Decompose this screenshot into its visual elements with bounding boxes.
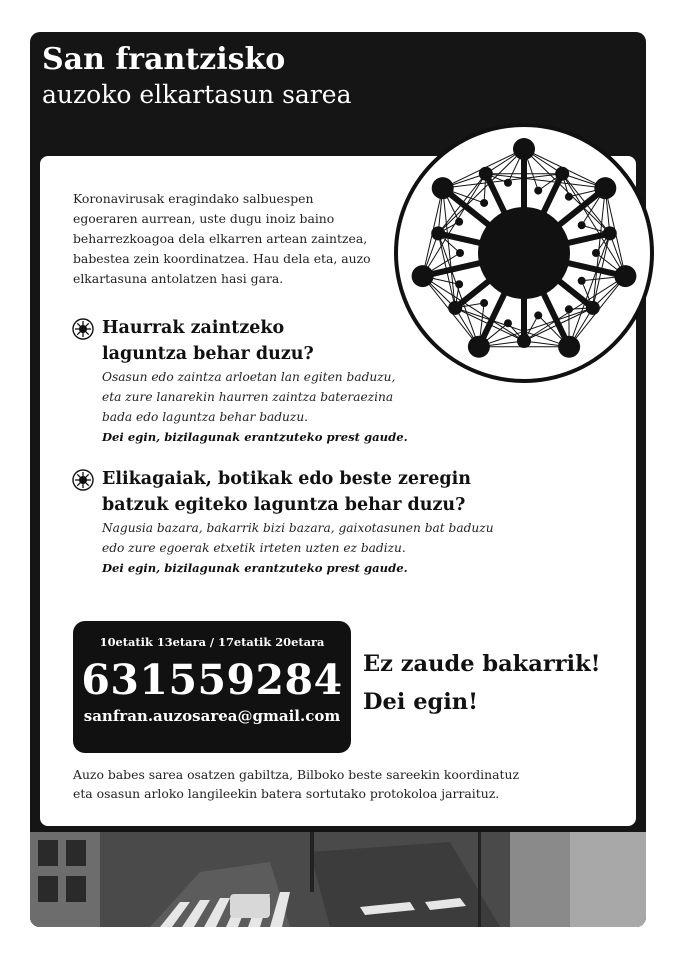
section-body-line: Osasun edo zaintza arloetan lan egiten baduzu, — [102, 370, 396, 384]
section-body-line: edo zure egoerak etxetik irteten uzten ez badizu. — [102, 541, 406, 555]
page-subtitle: auzoko elkartasun sarea — [42, 80, 352, 109]
virus-bullet-icon — [72, 469, 94, 491]
header — [42, 42, 352, 112]
section-title-line: Elikagaiak, botikak edo beste zeregin — [102, 469, 471, 489]
email-address[interactable]: sanfran.auzosarea@gmail.com — [83, 707, 341, 725]
section-call-to-action: Dei egin, bizilagunak erantzuteko prest gaude. — [102, 430, 408, 444]
footer-line: eta osasun arloko langileekin batera sortutako protokoloa jarraituz. — [73, 786, 500, 801]
section-childcare — [72, 315, 542, 447]
phone-number[interactable]: 631559284 — [81, 656, 343, 704]
section-errands — [72, 466, 542, 578]
section-title-line: batzuk egiteko laguntza behar duzu? — [102, 495, 466, 515]
section-title-line: laguntza behar duzu? — [102, 344, 314, 364]
street-photo — [30, 832, 646, 927]
slogan-line: Ez zaude bakarrik! — [363, 651, 601, 677]
section-body-line: Nagusia bazara, bakarrik bizi bazara, gaixotasunen bat baduzu — [102, 521, 494, 535]
page-title: San frantzisko — [42, 42, 286, 77]
section-body-line: bada edo laguntza behar baduzu. — [102, 410, 309, 424]
slogan — [363, 645, 601, 721]
contact-box — [73, 621, 351, 753]
section-title-line: Haurrak zaintzeko — [102, 318, 285, 338]
section-body-line: eta zure lanarekin haurren zaintza bateraezina — [102, 390, 394, 404]
footer-line: Auzo babes sarea osatzen gabiltza, Bilboko beste sareekin koordinatuz — [73, 767, 520, 782]
footer-text — [73, 765, 603, 803]
slogan-line: Dei egin! — [363, 689, 479, 715]
intro-text: Koronavirusak eragindako salbuespen egoeraren aurrean, uste dugu inoiz baino beharrezkoagoa dela elkarren artean zaintzea, babestea zein koordinatzea. Hau dela eta, auzo elkartasuna antolatzen hasi gara. — [73, 191, 371, 286]
opening-hours: 10etatik 13etara / 17etatik 20etara — [99, 635, 325, 649]
virus-bullet-icon — [72, 318, 94, 340]
section-call-to-action: Dei egin, bizilagunak erantzuteko prest gaude. — [102, 561, 408, 575]
